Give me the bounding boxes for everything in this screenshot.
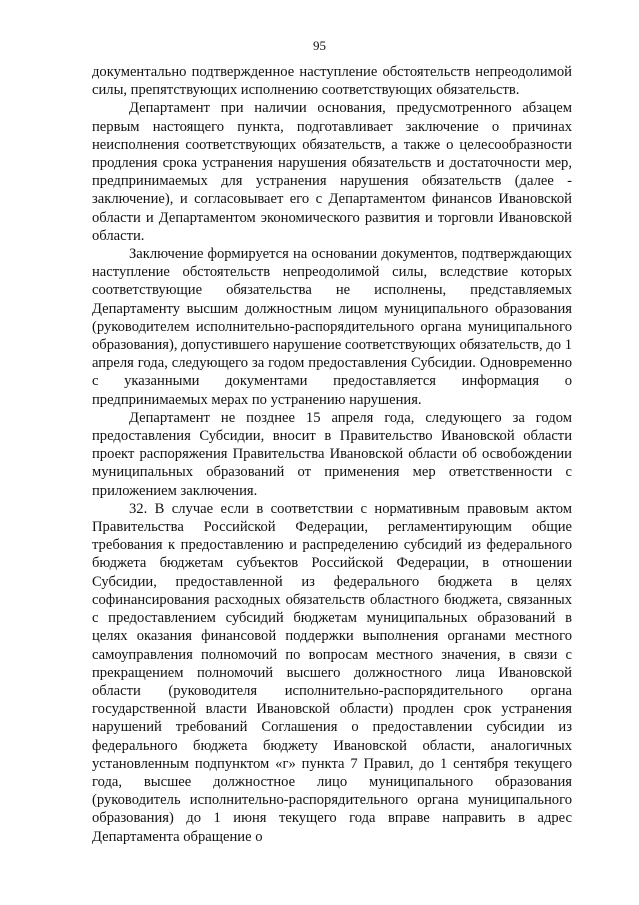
paragraph-conclusion-formation: Заключение формируется на основании документов, подтверждающих наступление обстоятельств непреодолимой силы, вследствие которых соответствующие обязательства не исполнены, представляемых Департаменту высшим должностным лицом муниципального образования (руководителем исполнительно-распорядительного органа муниципального образования), допустившего нарушение соответствующих обязательств, до 1 апреля года, следующего за годом предоставления Субсидии. Одновременно с указанными документами предоставляется информация о предпринимаемых мерах по устранению нарушения. xyxy=(92,246,572,408)
document-body xyxy=(92,63,572,846)
paragraph-department-conclusion: Департамент при наличии основания, предусмотренного абзацем первым настоящего пункта, подготавливает заключение о причинах неисполнения соответствующих обязательств, а также о целесообразности продления срока устранения нарушения обязательств и достаточности мер, предпринимаемых для устранения нарушения обязательств (далее - заключение), и согласовывает его с Департаментом финансов Ивановской области и Департаментом экономического развития и торговли Ивановской области. xyxy=(92,100,572,244)
page-number: 95 xyxy=(313,38,326,53)
paragraph-continuation: документально подтвержденное наступление обстоятельств непреодолимой силы, препятствующих исполнению соответствующих обязательств. xyxy=(92,64,572,99)
paragraph-clause-32: 32. В случае если в соответствии с нормативным правовым актом Правительства Российской Федерации, регламентирующим общие требования к предоставлению и распределению субсидий из федерального бюджета бюджетам субъектов Российской Федерации, в отношении Субсидии, предоставленной из федерального бюджета в целях софинансирования расходных обязательств областного бюджета, связанных с предоставлением субсидий бюджетам муниципальных образований в целях оказания финансовой поддержки выполнения органами местного самоуправления полномочий по вопросам местного значения, в связи с прекращением полномочий высшего должностного лица Ивановской области (руководителя исполнительно-распорядительного органа государственной власти Ивановской области) продлен срок устранения нарушений требований Соглашения о предоставлении субсидии из федерального бюджета бюджету Ивановской области, аналогичных установленным подпунктом «г» пункта 7 Правил, до 1 сентября текущего года, высшее должностное лицо муниципального образования (руководитель исполнительно-распорядительного органа муниципального образования) до 1 июня текущего года вправе направить в адрес Департамента обращение о xyxy=(92,500,572,845)
paragraph-department-deadline: Департамент не позднее 15 апреля года, следующего за годом предоставления Субсидии, вносит в Правительство Ивановской области проект распоряжения Правительства Ивановской области об освобождении муниципальных образований от применения мер ответственности с приложением заключения. xyxy=(92,409,572,499)
